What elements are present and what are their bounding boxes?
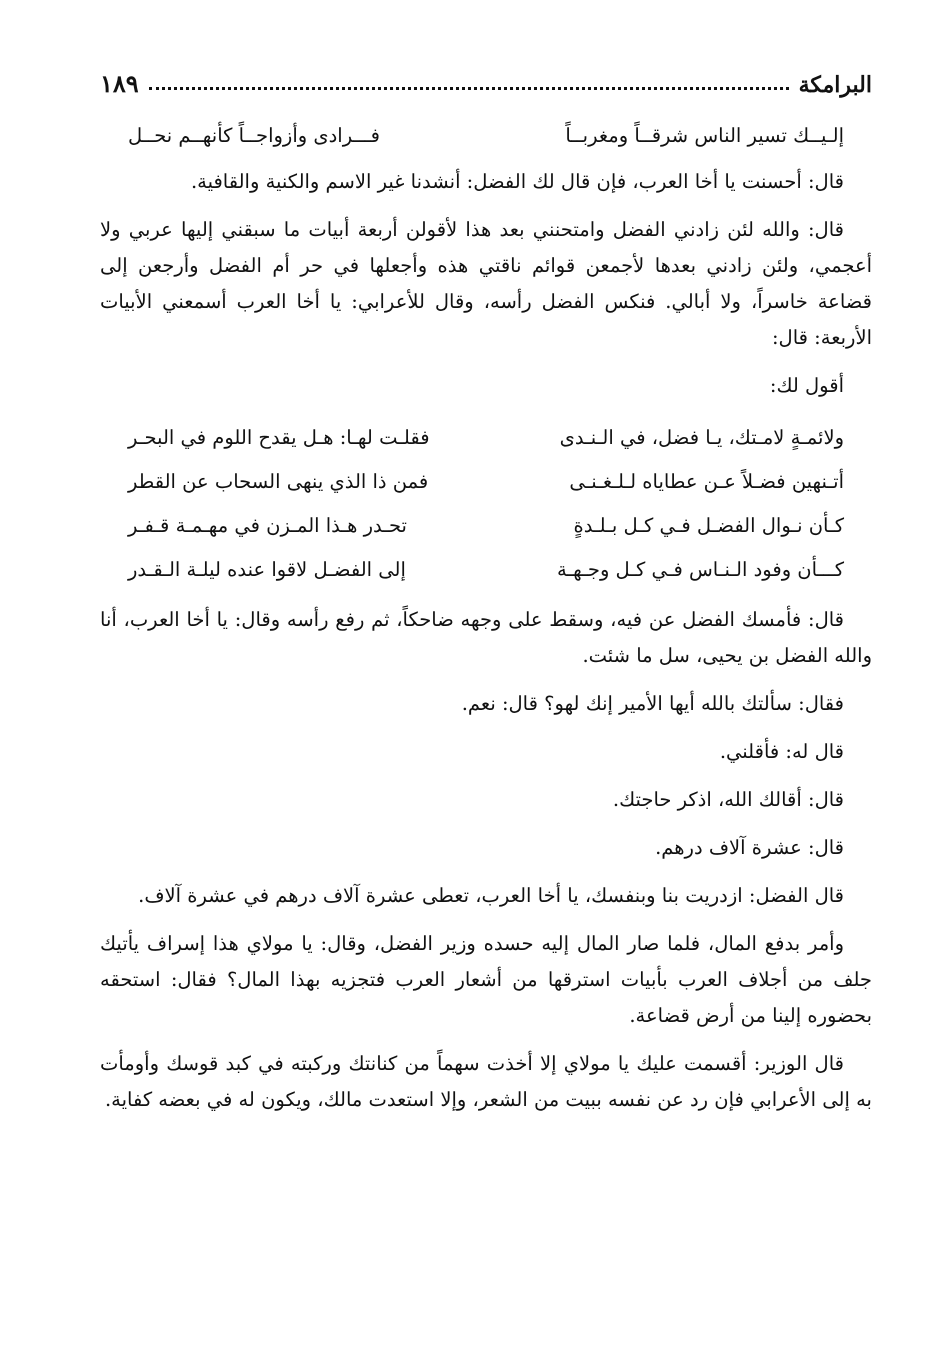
verse-hemistich-right: ولائمـةٍ لامـتك، يـا فضل، في الـنـدى [559,426,844,449]
paragraph: قال له: فأقلني. [719,740,844,763]
paragraph: قال الوزير: أقسمت عليك يا مولاي إلا أخذت سهماً من كنانتك وركبته في كبد قوسك وأومأت به إلى الأعرابي فإن رد عن نفسه ببيت من الشعر، وإلا استعدت مالك، ويكون له في بعضه كفاية. [100,1052,872,1111]
verse-line [128,118,844,154]
paragraph: قال: عشرة آلاف درهم. [655,836,844,859]
verse-hemistich-right: كـــأن وفود الـنـاس فـي كـل وجـهـة [557,558,844,581]
running-title: البرامكة [798,72,872,98]
paragraph: وأمر بدفع المال، فلما صار المال إليه حسده وزير الفضل، وقال: يا مولاي هذا إسراف يأتيك جلف من أجلاف العرب بأبيات استرقها من أشعار العرب فتجزيه بهذا المال؟ فقال: استحقه بحضوره إلينا من أرض قضاعة. [100,932,872,1027]
verse-line [128,460,844,504]
page-body [100,118,872,1130]
paragraph: قال: أحسنت يا أخا العرب، فإن قال لك الفضل: أنشدنا غير الاسم والكنية والقافية. [190,170,844,193]
paragraph: قال: فأمسك الفضل عن فيه، وسقط على وجهه ضاحكاً، ثم رفع رأسه وقال: يا أخا العرب، أنا والله الفضل بن يحيى، سل ما شئت. [100,608,872,667]
verse-hemistich-left: تحـدر هـذا المـزن في مهـمـة قـفـر [128,514,407,537]
page-header [100,58,872,98]
verse-hemistich-right: كـأن نـوال الفضـل فـي كـل بـلـدةٍ [573,514,844,537]
verse-line [128,504,844,548]
paragraph: قال الفضل: ازدريت بنا وبنفسك، يا أخا العرب، تعطى عشرة آلاف درهم في عشرة آلاف. [138,884,844,907]
verse-hemistich-left: فقلـت لهـا: هـل يقدح اللوم في البحـر [128,426,430,449]
paragraph: فقال: سألتك بالله أيها الأمير إنك لهو؟ قال: نعم. [461,692,844,715]
leader-dots [149,87,789,90]
verse-hemistich-left: فمن ذا الذي ينهى السحاب عن القطر [128,470,429,493]
paragraph: قال: والله لئن زادني الفضل وامتحنني بعد هذا لأقولن أربعة أبيات ما سبقني إليها عربي ولا أعجمي، ولئن زادني بعدها لأجمعن قوائم ناقتي هذه وأجعلها في حر أم الفضل وأرجعن إلى قضاعة خاسراً، ولا أبالي. فنكس الفضل رأسه، وقال للأعرابي: يا أخا العرب أسمعني الأبيات الأربعة: قال: [100,218,872,349]
verse-hemistich-right: أتـنهين فضـلاً عـن عطاياه لـلـغـنـى [569,470,844,493]
verse-hemistich-left: إلى الفضـل لاقوا عنده ليلـة الـقـدر [128,558,406,581]
page-number: ١٨٩ [100,69,139,98]
verse-hemistich-left: فـــرادى وأزواجــاً كأنهــم نحــل [128,124,380,147]
paragraph: أقول لك: [769,374,844,397]
verse-line [128,548,844,592]
paragraph: قال: أقالك الله، اذكر حاجتك. [612,788,844,811]
verse-line [128,416,844,460]
poem [100,416,872,592]
verse-hemistich-right: إلـيــك تسير الناس شرقــاً ومغربــاً [565,124,844,147]
